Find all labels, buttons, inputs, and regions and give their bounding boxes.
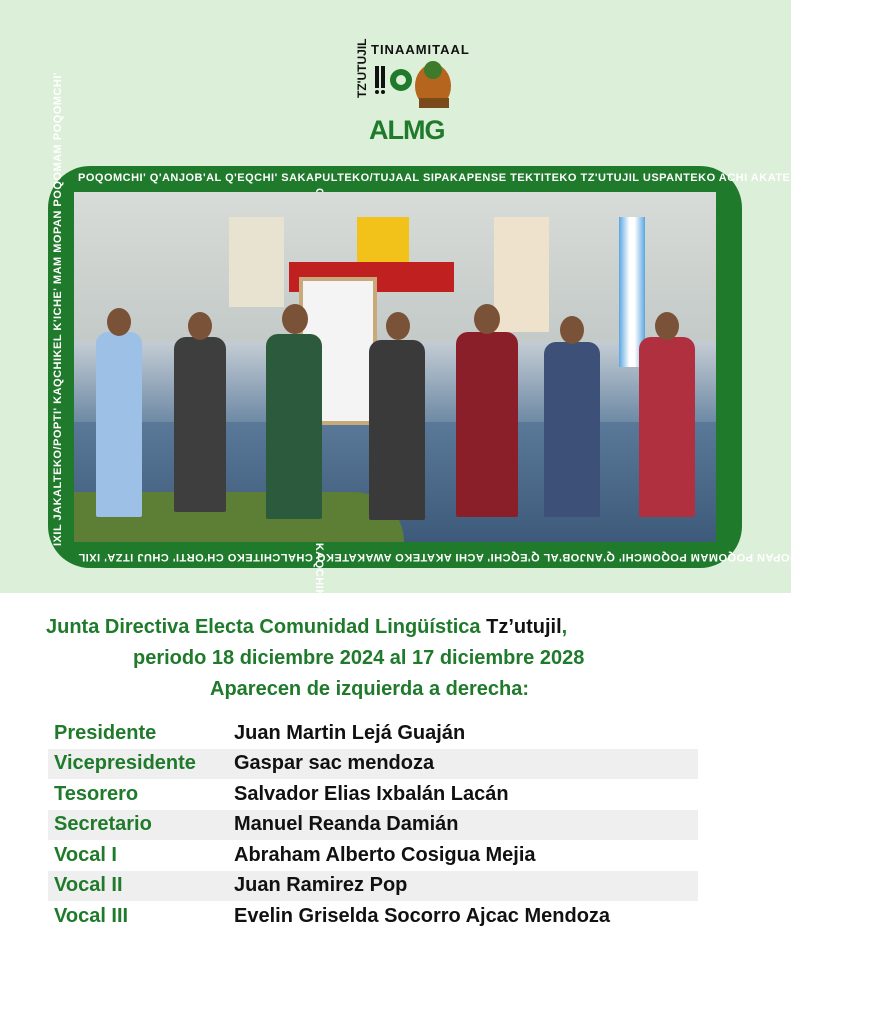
logo-arc-text: TINAAMITAAL	[371, 42, 470, 57]
roster-row	[48, 840, 698, 871]
roster-role: Vocal III	[54, 904, 129, 927]
group-photo	[74, 192, 716, 542]
roster-name: Salvador Elias Ixbalán Lacán	[234, 782, 509, 805]
person-7	[639, 337, 695, 517]
person-3	[266, 334, 322, 519]
roster-row	[48, 871, 698, 902]
languages-ring-right: KAQCHIKEL	[313, 542, 326, 613]
roster-name: Gaspar sac mendoza	[234, 752, 435, 775]
heading-line-1: Junta Directiva Electa Comunidad Lingüística Tz’utujil,	[46, 616, 568, 638]
logo-brand: ALMG	[369, 115, 445, 145]
languages-ring-top: POQOMCHI' Q'ANJOB'AL Q'EQCHI' SAKAPULTEKO/TUJAAL SIPAKAPENSE TEKTITEKO TZ'UTUJIL USPANTEKO ACHI AKATEKO AWAKATEKO	[78, 172, 886, 184]
roster-role: Presidente	[54, 721, 157, 744]
languages-ring-bottom: K'ICHE' MAM MOPAN POQOMAM POQOMCHI' Q'ANJOB'AL Q'EQCHI' ACHI AKATEKO AWAKATEKO CHALCHITEKO CH'ORTI' CHUJ ITZA' IXIL	[78, 551, 878, 563]
roster-name: Evelin Griselda Socorro Ajcac Mendoza	[234, 904, 611, 927]
roster-role: Tesorero	[54, 782, 139, 805]
roster-role: Vocal I	[54, 843, 117, 866]
roster-role: Secretario	[54, 813, 152, 836]
languages-ring-left: IXIL JAKALTEKO/POPTI' KAQCHIKEL K'ICHE' MAM MOPAN POQOMAM POQOMCHI'	[52, 72, 64, 546]
roster-row	[48, 810, 698, 841]
wall-poster	[494, 217, 549, 332]
wall-banner	[229, 217, 284, 307]
board-roster	[48, 718, 698, 932]
roster-role: Vocal II	[54, 874, 123, 897]
person-5	[456, 332, 518, 517]
roster-name: Abraham Alberto Cosigua Mejia	[234, 843, 536, 866]
person-4	[369, 340, 425, 520]
heading-line-2: periodo 18 diciembre 2024 al 17 diciembre 2028	[133, 647, 585, 669]
roster-name: Juan Martin Lejá Guaján	[234, 721, 466, 744]
community-name: Tz’utujil	[486, 616, 562, 638]
roster-row	[48, 718, 698, 749]
almg-logo	[355, 38, 470, 146]
roster-role: Vicepresidente	[54, 752, 196, 775]
person-2	[174, 337, 226, 512]
roster-row	[48, 901, 698, 932]
roster-row	[48, 749, 698, 780]
logo-side-text: TZ'UTUJIL	[355, 38, 369, 98]
person-6	[544, 342, 600, 517]
heading-line-3: Aparecen de izquierda a derecha:	[210, 678, 530, 700]
roster-row	[48, 779, 698, 810]
mayan-figure-icon	[367, 56, 457, 118]
roster-name: Juan Ramirez Pop	[234, 874, 408, 897]
roster-name: Manuel Reanda Damián	[234, 813, 459, 836]
person-1	[96, 332, 142, 517]
